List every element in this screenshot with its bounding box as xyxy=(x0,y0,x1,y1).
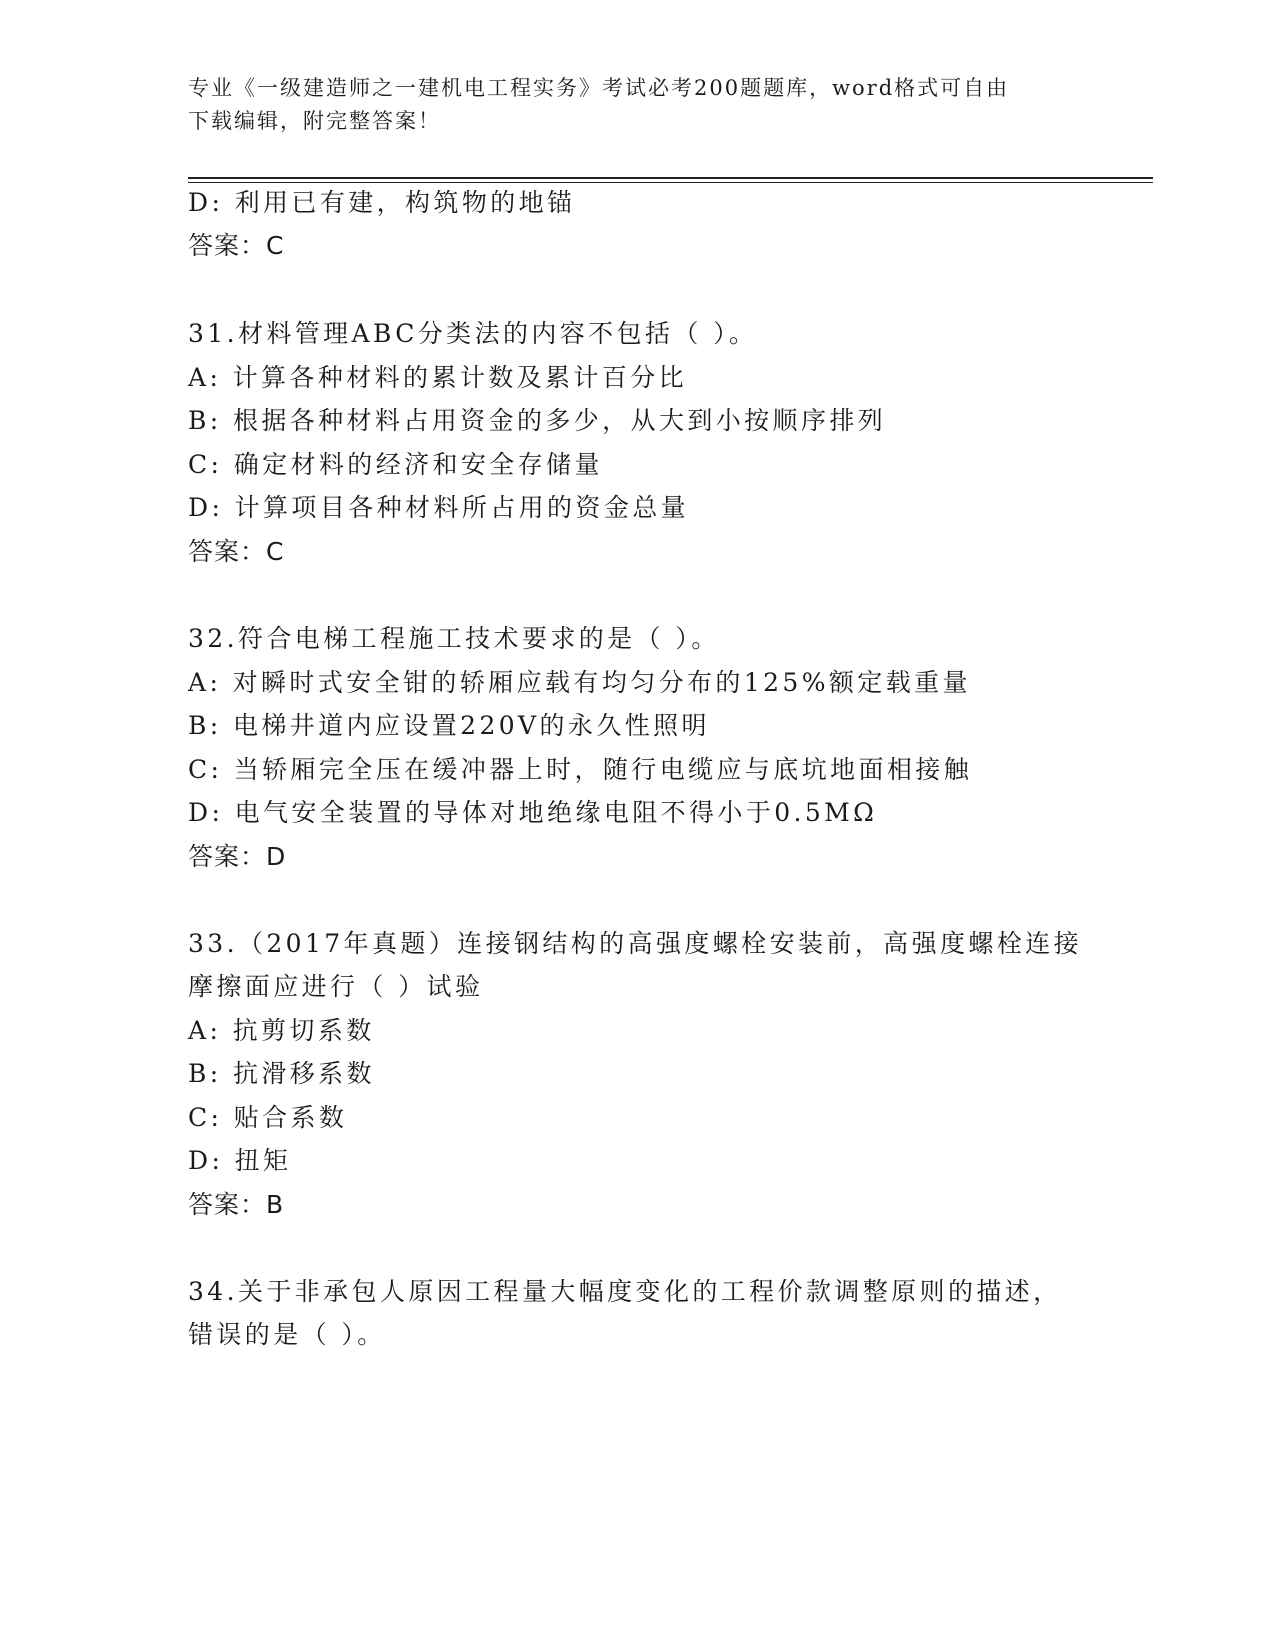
q31-option-c: C: 确定材料的经济和安全存储量 xyxy=(188,450,603,479)
q31-option-b: B: 根据各种材料占用资金的多少，从大到小按顺序排列 xyxy=(188,406,887,435)
header-divider-thin xyxy=(188,182,1153,183)
q34-stem-line-2: 错误的是（ ）。 xyxy=(188,1320,386,1349)
q32-answer: 答案：D xyxy=(188,842,287,871)
q31-option-a: A: 计算各种材料的累计数及累计百分比 xyxy=(188,363,688,392)
header-divider-thick xyxy=(188,177,1153,179)
q33-option-d: D: 扭矩 xyxy=(188,1146,292,1175)
q33-answer: 答案：B xyxy=(188,1190,285,1219)
q32-option-d: D: 电气安全装置的导体对地绝缘电阻不得小于0.5MΩ xyxy=(188,798,878,827)
q32-option-c: C: 当轿厢完全压在缓冲器上时，随行电缆应与底坑地面相接触 xyxy=(188,755,973,784)
q33-option-a: A: 抗剪切系数 xyxy=(188,1016,375,1045)
document-header xyxy=(188,72,1088,138)
header-line-2: 下载编辑，附完整答案！ xyxy=(188,109,441,133)
q33-option-c: C: 贴合系数 xyxy=(188,1103,348,1132)
q31-stem: 31.材料管理ABC分类法的内容不包括（ ）。 xyxy=(188,319,758,348)
q32-option-a: A: 对瞬时式安全钳的轿厢应载有均匀分布的125%额定载重量 xyxy=(188,668,971,697)
q31-option-d: D: 计算项目各种材料所占用的资金总量 xyxy=(188,493,690,522)
q34-stem-line-1: 34.关于非承包人原因工程量大幅度变化的工程价款调整原则的描述， xyxy=(188,1277,1062,1306)
prev-option-d: D: 利用已有建，构筑物的地锚 xyxy=(188,188,576,217)
header-line-1: 专业《一级建造师之一建机电工程实务》考试必考200题题库，word格式可自由 xyxy=(188,76,1010,100)
prev-answer: 答案：C xyxy=(188,231,285,260)
q33-option-b: B: 抗滑移系数 xyxy=(188,1059,375,1088)
q33-stem-line-1: 33.（2017年真题）连接钢结构的高强度螺栓安装前，高强度螺栓连接 xyxy=(188,929,1082,958)
q32-stem: 32.符合电梯工程施工技术要求的是（ ）。 xyxy=(188,624,720,653)
q32-option-b: B: 电梯井道内应设置220V的永久性照明 xyxy=(188,711,710,740)
q31-answer: 答案：C xyxy=(188,537,285,566)
q33-stem-line-2: 摩擦面应进行（ ）试验 xyxy=(188,972,484,1001)
